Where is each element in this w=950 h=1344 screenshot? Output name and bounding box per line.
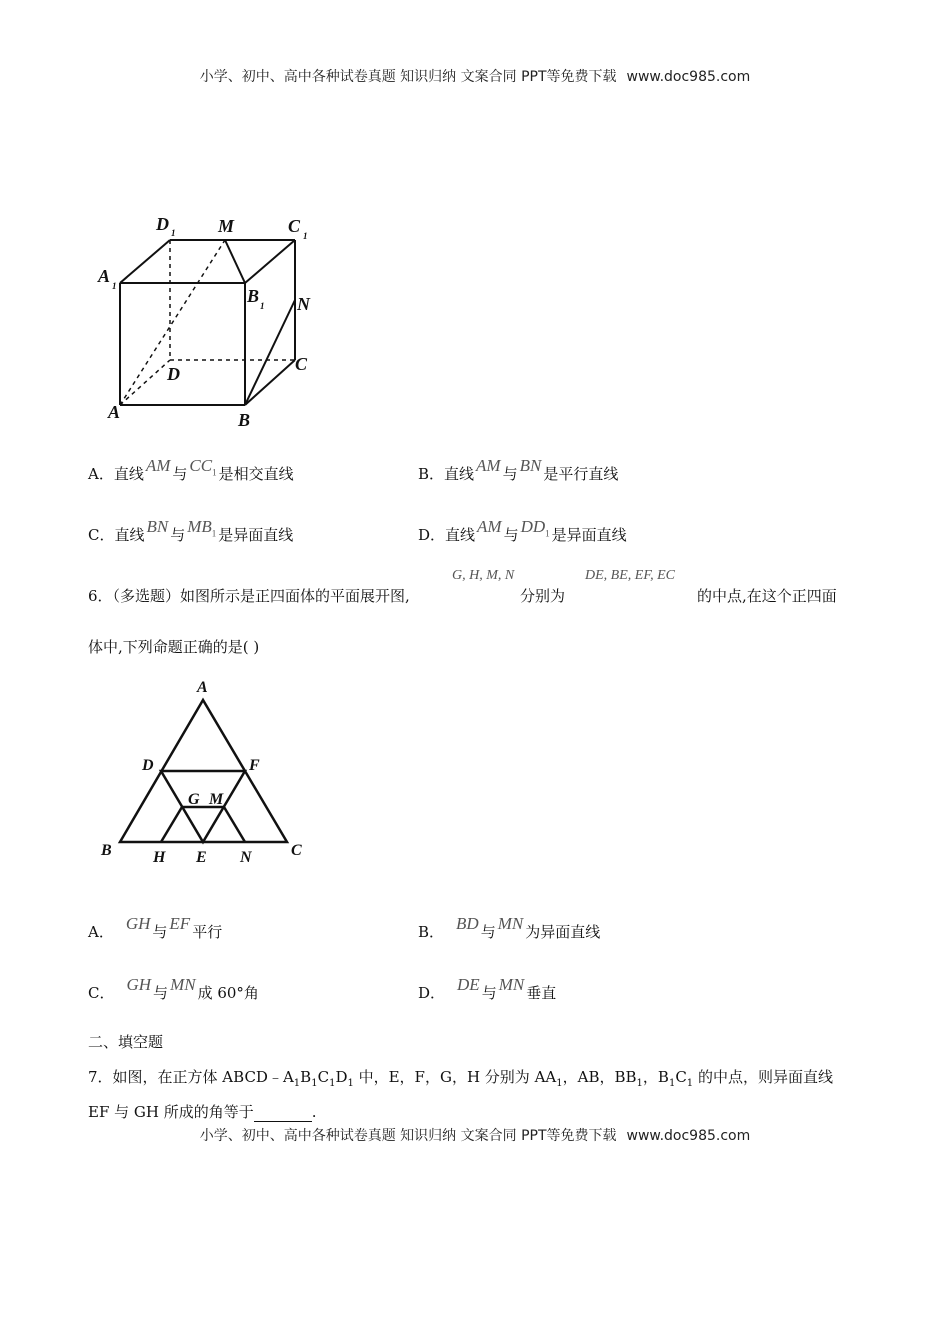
math-expr: GH — [126, 975, 152, 994]
option-letter: D． — [418, 526, 446, 544]
tri-label-g: G — [188, 791, 200, 808]
q7-line1: 7．如图，在正方体 $ABCD﹣A_1B_1C_1D_1$ 中，E，F，G，H 分别为 $AA_1$，AB，$BB_1$，$B_1C_1$ 的中点，则异面直线 — [88, 1068, 833, 1089]
option-pre: 直线 — [114, 526, 145, 544]
option-post: 平行 — [192, 923, 223, 941]
option-mid: 与 — [152, 923, 168, 941]
option-mid: 与 — [172, 465, 188, 483]
option-letter: D． — [418, 984, 446, 1002]
option-post: 成 60°角 — [197, 984, 259, 1002]
label-d1-sub: 1 — [171, 228, 176, 238]
footer-text: 小学、初中、高中各种试卷真题 知识归纳 文案合同 PPT等免费下载 — [199, 1128, 617, 1144]
option-pre: 直线 — [444, 465, 475, 483]
q6-option-d[interactable] — [418, 975, 557, 1003]
answer-blank[interactable] — [254, 1107, 312, 1122]
tri-label-e: E — [196, 849, 207, 866]
tri-label-f: F — [249, 757, 260, 774]
q7-line2: EF 与 GH 所成的角等于 . — [88, 1103, 317, 1121]
q6-option-b[interactable] — [418, 914, 601, 942]
q6-stem-line2: 体中,下列命题正确的是( ) — [88, 638, 260, 656]
q6-stem-line1 — [88, 585, 410, 606]
tri-label-a: A — [197, 679, 208, 696]
math-expr: BN — [519, 456, 542, 475]
math-expr: MN — [170, 975, 196, 994]
option-mid: 与 — [502, 465, 518, 483]
math-expr: $CC_1$ — [189, 456, 217, 478]
q5-option-b[interactable] — [418, 456, 619, 484]
q5-option-a[interactable] — [88, 456, 294, 485]
math-expr: EF — [169, 914, 191, 933]
section-heading: 二、填空题 — [88, 1033, 164, 1051]
label-m: M — [218, 216, 235, 236]
option-pre: 直线 — [113, 465, 144, 483]
q6-option-c[interactable] — [88, 975, 259, 1003]
header-text: 小学、初中、高中各种试卷真题 知识归纳 文案合同 PPT等免费下载 — [199, 69, 617, 85]
option-letter: B． — [418, 465, 445, 483]
q6-option-a[interactable] — [88, 914, 223, 942]
q6-vars: G, H, M, N — [452, 568, 515, 583]
label-b1: B — [247, 286, 260, 306]
tri-label-b: B — [101, 842, 112, 859]
label-c1: C — [288, 216, 301, 236]
math-expr: AM — [477, 517, 502, 536]
tri-label-c: C — [291, 842, 302, 859]
tri-label-h: H — [153, 849, 166, 866]
tri-label-m: M — [209, 791, 224, 808]
option-letter: B． — [418, 923, 445, 941]
math-expr: MN — [497, 914, 524, 933]
label-b1-sub: 1 — [260, 301, 265, 311]
option-post: 为异面直线 — [525, 923, 601, 941]
q6-number: 6．（多选题）如图所示是正四面体的平面展开图, — [88, 587, 410, 605]
label-d1: D — [156, 214, 169, 234]
option-letter: C． — [88, 526, 115, 544]
math-expr: $MB_1$ — [187, 517, 217, 539]
option-post: 是相交直线 — [218, 465, 294, 483]
math-expr: MN — [498, 975, 525, 994]
page-header — [0, 66, 950, 86]
q5-option-d[interactable] — [418, 517, 627, 546]
q6-mid: 分别为 — [520, 587, 566, 605]
option-letter: A． — [88, 923, 114, 941]
math-expr: GH — [125, 914, 151, 933]
label-a1: A — [98, 266, 111, 286]
header-url[interactable]: www.doc985.com — [626, 69, 751, 85]
label-c1-sub: 1 — [303, 231, 308, 241]
option-mid: 与 — [170, 526, 186, 544]
option-post: 是异面直线 — [218, 526, 294, 544]
math-expr: AM — [145, 456, 171, 475]
tri-label-n: N — [240, 849, 252, 866]
math-expr: AM — [476, 456, 501, 475]
label-a: A — [108, 402, 121, 422]
cube-figure — [90, 210, 330, 430]
q6-segs: DE, BE, EF, EC — [585, 568, 675, 583]
option-post: 是异面直线 — [551, 526, 627, 544]
footer-url[interactable]: www.doc985.com — [626, 1128, 751, 1144]
option-letter: C． — [88, 984, 115, 1002]
option-pre: 直线 — [445, 526, 476, 544]
option-letter: A． — [88, 465, 114, 483]
option-mid: 与 — [481, 984, 497, 1002]
label-d: D — [167, 364, 180, 384]
math-expr: BN — [146, 517, 169, 536]
label-c: C — [295, 354, 308, 374]
math-expr: $DD_1$ — [520, 517, 550, 539]
page-footer — [0, 1125, 950, 1145]
option-post: 是平行直线 — [543, 465, 619, 483]
option-post: 垂直 — [526, 984, 557, 1002]
option-mid: 与 — [503, 526, 519, 544]
math-expr: DE — [457, 975, 480, 994]
option-mid: 与 — [480, 923, 496, 941]
label-b: B — [238, 410, 251, 430]
tetrahedron-net-figure — [95, 672, 315, 872]
math-expr: BD — [456, 914, 479, 933]
tri-label-d: D — [142, 757, 154, 774]
q5-option-c[interactable] — [88, 517, 294, 546]
label-n: N — [297, 294, 310, 314]
option-mid: 与 — [153, 984, 169, 1002]
label-a1-sub: 1 — [112, 281, 117, 291]
q6-tail: 的中点,在这个正四面 — [697, 587, 837, 605]
